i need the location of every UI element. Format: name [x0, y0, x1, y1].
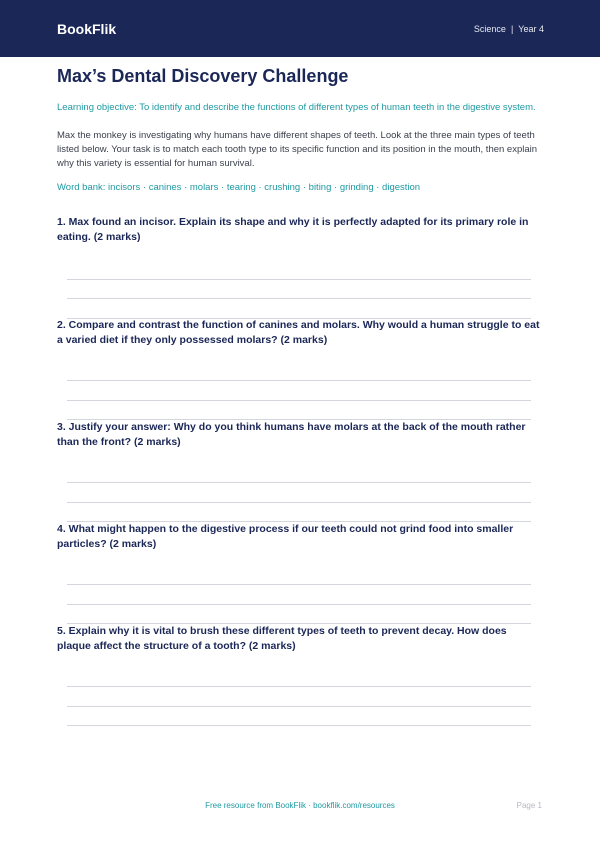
page-title: Max’s Dental Discovery Challenge [57, 66, 349, 86]
question-text: 3. Justify your answer: Why do you think humans have molars at the back of the mouth rather than the front? (2 marks) [57, 421, 526, 448]
answer-line[interactable] [67, 584, 531, 585]
answer-line[interactable] [67, 380, 531, 381]
question-text: 2. Compare and contrast the function of canines and molars. Why would a human struggle to eat a varied diet if they only possessed molars? (2 marks) [57, 319, 540, 346]
answer-line[interactable] [67, 502, 531, 503]
intro-paragraph: Max the monkey is investigating why humans have different shapes of teeth. Look at the three main types of teeth listed below. Your task is to match each tooth type to its specific function and its position in the mouth, then explain why this variety is essential for human survival. [57, 130, 538, 169]
question-2 [57, 318, 542, 348]
footer-source-link[interactable]: Free resource from BookFlik · bookflik.com/resources [205, 801, 395, 810]
question-4 [57, 522, 542, 552]
brand-logo[interactable]: BookFlik [57, 20, 117, 37]
answer-line[interactable] [67, 279, 531, 280]
learning-objective: Learning objective: To identify and describe the functions of different types of human teeth in the digestive system. [57, 102, 536, 113]
subject-label: Science [473, 23, 506, 34]
question-text: 4. What might happen to the digestive process if our teeth could not grind food into smaller particles? (2 marks) [57, 523, 514, 550]
meta-separator: | [510, 23, 514, 34]
subject-year-label [474, 24, 544, 34]
answer-line[interactable] [67, 482, 531, 483]
page-footer [0, 801, 600, 815]
worksheet-intro [57, 66, 542, 212]
question-1 [57, 215, 542, 245]
answer-line[interactable] [67, 298, 531, 299]
answer-line[interactable] [67, 706, 531, 707]
question-3 [57, 420, 542, 450]
page-header [0, 0, 600, 57]
question-text: 5. Explain why it is vital to brush these different types of teeth to prevent decay. How does plaque affect the structure of a tooth? (2 marks) [57, 625, 507, 652]
answer-line[interactable] [67, 604, 531, 605]
word-bank: Word bank: incisors · canines · molars · tearing · crushing · biting · grinding · digestion [57, 182, 421, 193]
question-text: 1. Max found an incisor. Explain its shape and why it is perfectly adapted for its primary role in eating. (2 marks) [57, 216, 529, 243]
answer-line[interactable] [67, 725, 531, 726]
year-label: Year 4 [518, 23, 544, 34]
question-5 [57, 624, 542, 654]
answer-line[interactable] [67, 400, 531, 401]
page-number: Page 1 [516, 801, 542, 810]
answer-line[interactable] [67, 686, 531, 687]
